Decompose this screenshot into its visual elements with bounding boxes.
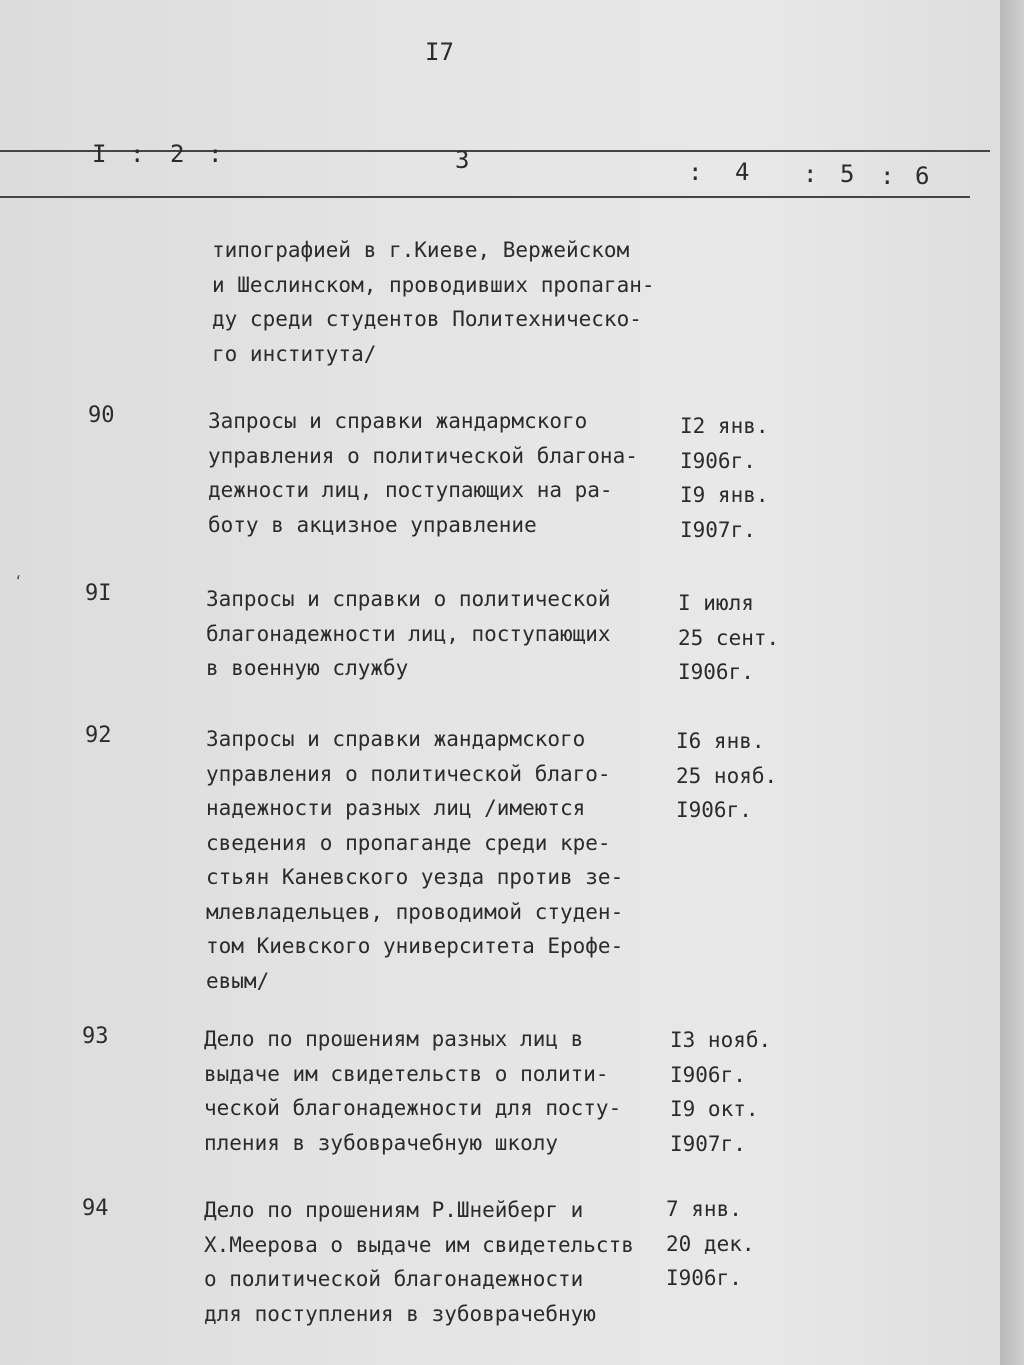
column-separator: : <box>803 160 818 188</box>
continuation-text <box>212 233 655 371</box>
date-line: I2 янв. <box>680 414 769 438</box>
column-number: 2 <box>170 140 185 168</box>
page-edge <box>1000 0 1024 1365</box>
text-line: млевладельцев, проводимой студен- <box>206 899 624 924</box>
entry-dates <box>676 724 777 828</box>
date-line: I906г. <box>670 1062 746 1087</box>
column-separator: : <box>688 158 703 186</box>
text-line: дежности лиц, поступающих на ра- <box>208 478 613 502</box>
text-line: сведения о пропаганде среди кре- <box>206 830 611 855</box>
entry-number: 92 <box>85 723 112 748</box>
date-line: 20 дек. <box>666 1231 755 1256</box>
table-header-bottom-rule <box>0 196 970 198</box>
date-line: I906г. <box>680 448 756 473</box>
text-line: управления о политической благона- <box>208 443 638 468</box>
column-separator: : <box>208 140 223 168</box>
margin-mark: ‘ <box>14 574 23 590</box>
text-line: Х.Меерова о выдаче им свидетельств <box>204 1232 634 1257</box>
text-line: Запросы и справки жандармского <box>208 409 588 433</box>
text-line: Запросы и справки жандармского <box>206 727 586 751</box>
entry-number: 93 <box>82 1024 109 1049</box>
text-line: стьян Каневского уезда против зе- <box>206 865 624 889</box>
entry-number: 94 <box>82 1196 109 1221</box>
text-line: управления о политической благо- <box>206 761 611 786</box>
column-number: 5 <box>840 160 855 188</box>
text-line: в военную службу <box>206 656 409 680</box>
text-line: для поступления в зубоврачебную <box>204 1301 596 1326</box>
entry-description <box>208 404 638 542</box>
date-line: I907г. <box>680 517 756 542</box>
text-line: и Шеслинском, проводивших пропаган- <box>212 272 655 297</box>
text-line: Дело по прошениям Р.Шнейберг и <box>204 1198 584 1222</box>
date-line: 25 сент. <box>678 625 780 650</box>
text-line: Дело по прошениям разных лиц в <box>204 1027 584 1051</box>
date-line: 7 янв. <box>666 1197 742 1221</box>
date-line: I9 янв. <box>680 483 769 507</box>
entry-dates <box>680 409 769 547</box>
page-number: I7 <box>425 38 454 66</box>
entry-dates <box>666 1192 755 1296</box>
date-line: I906г. <box>676 798 752 822</box>
entry-description <box>206 582 611 686</box>
column-number: 4 <box>735 158 750 186</box>
column-separator: : <box>130 140 145 168</box>
column-separator: : <box>880 162 895 190</box>
entry-dates <box>678 586 779 690</box>
text-line: типографией в г.Киеве, Вержейском <box>212 238 630 262</box>
date-line: I906г. <box>678 660 754 684</box>
text-line: боту в акцизное управление <box>208 512 537 537</box>
text-line: ческой благонадежности для посту- <box>204 1096 622 1120</box>
text-line: выдаче им свидетельств о полити- <box>204 1061 609 1086</box>
entry-number: 9I <box>85 581 112 606</box>
date-line: I июля <box>678 591 754 615</box>
entry-description <box>206 722 623 998</box>
text-line: Запросы и справки о политической <box>206 587 611 611</box>
entry-description <box>204 1193 634 1331</box>
table-header-top-rule <box>0 150 990 152</box>
entry-description <box>204 1022 621 1160</box>
entry-number: 90 <box>88 403 115 428</box>
text-line: надежности разных лиц /имеются <box>206 796 586 820</box>
text-line: пления в зубоврачебную школу <box>204 1130 559 1155</box>
column-number: 3 <box>455 146 470 174</box>
text-line: евым/ <box>206 968 270 993</box>
column-number: 6 <box>915 162 930 190</box>
date-line: I3 нояб. <box>670 1028 772 1052</box>
date-line: I9 окт. <box>670 1097 759 1121</box>
date-line: I6 янв. <box>676 729 765 753</box>
date-line: I906г. <box>666 1266 742 1290</box>
entry-dates <box>670 1023 771 1161</box>
text-line: благонадежности лиц, поступающих <box>206 621 611 646</box>
text-line: том Киевского университета Ерофе- <box>206 934 624 958</box>
text-line: го института/ <box>212 341 377 366</box>
text-line: о политической благонадежности <box>204 1267 584 1291</box>
column-number: I <box>92 140 107 168</box>
date-line: 25 нояб. <box>676 763 778 788</box>
date-line: I907г. <box>670 1131 746 1156</box>
text-line: ду среди студентов Политехническо- <box>212 307 642 331</box>
